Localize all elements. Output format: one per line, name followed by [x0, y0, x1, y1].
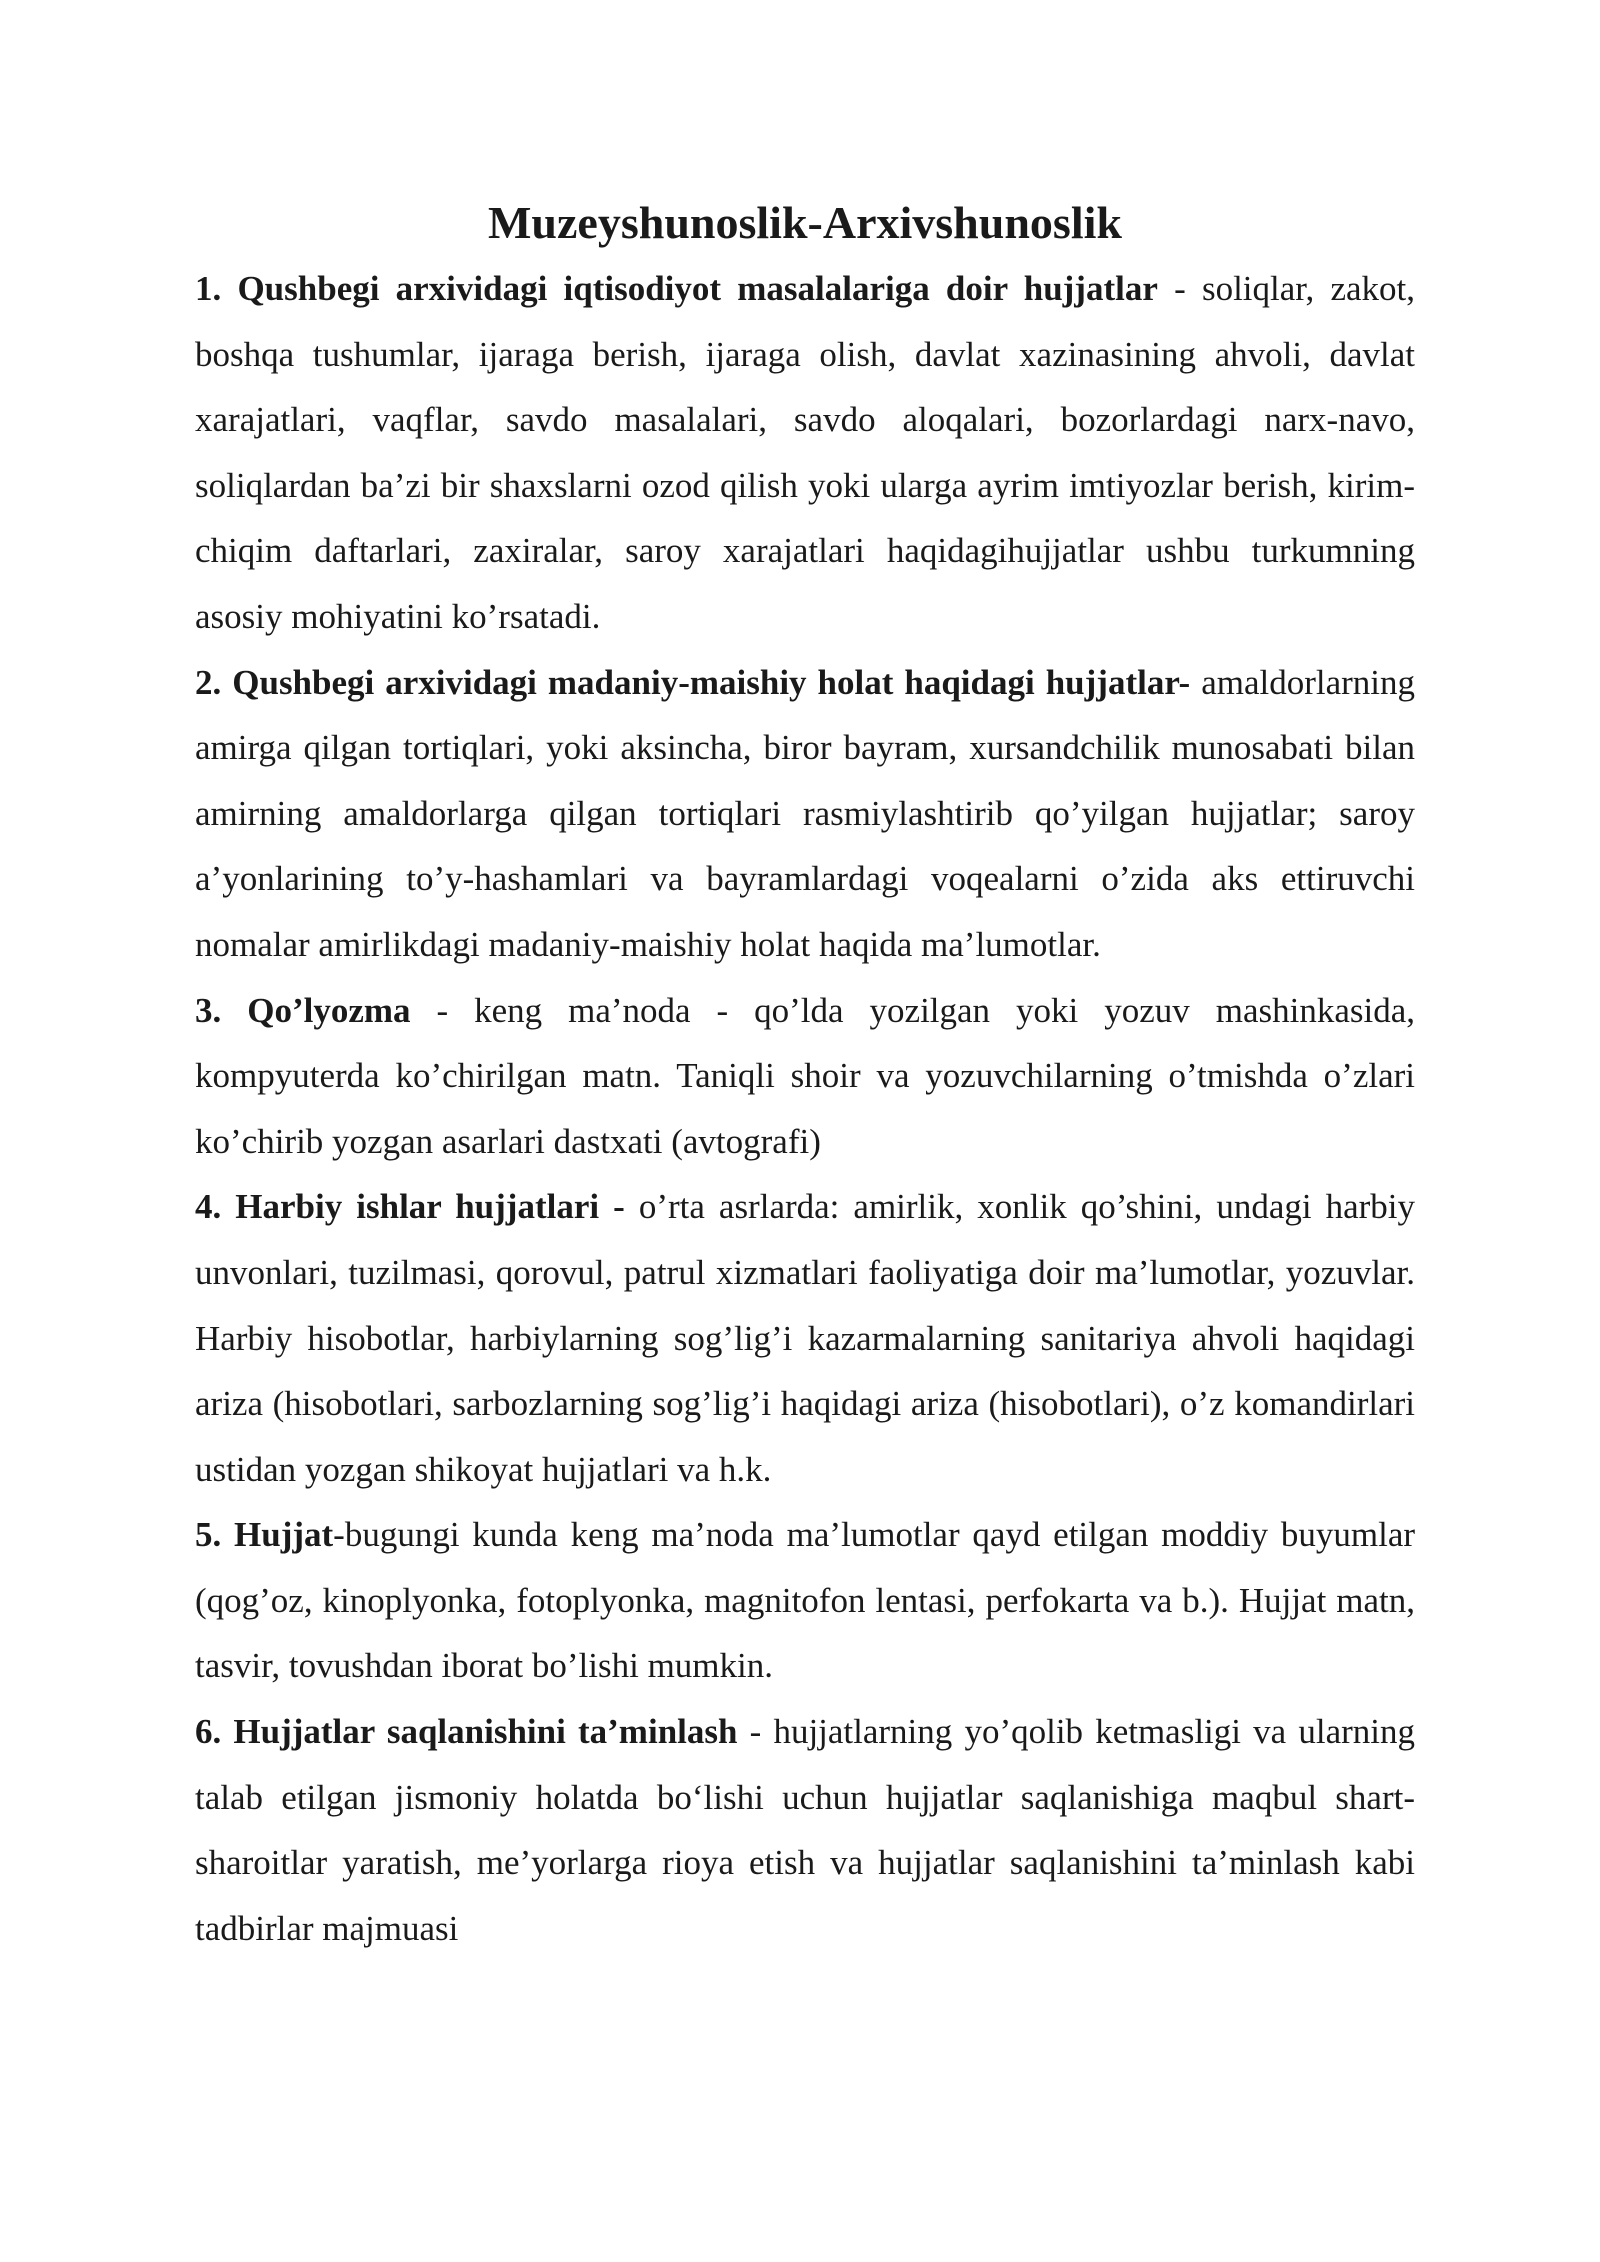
entry-1 — [195, 256, 1415, 650]
entry-number: 3. — [195, 990, 222, 1030]
entry-definition: bugungi kunda keng ma’noda ma’lumotlar qayd etilgan moddiy buyumlar (qog’oz, kinoplyonka, fotoplyonka, magnitofon lentasi, perfokarta va b.). Hujjat matn, tasvir, tovushdan iborat bo’lishi mumkin. — [195, 1515, 1416, 1686]
entry-definition: hujjatlarning yo’qolib ketmasligi va ularning talab etilgan jismoniy holatda bo‘lishi uchun hujjatlar saqlanishiga maqbul shart-sharoitlar yaratish, me’yorlarga rioya etish va hujjatlar saqlanishini ta’minlash kabi tadbirlar majmuasi — [195, 1712, 1415, 1948]
entry-separator: - — [410, 990, 475, 1030]
entry-number: 6. — [195, 1712, 222, 1752]
entry-5 — [195, 1502, 1415, 1699]
entry-2 — [195, 650, 1415, 978]
document-page — [195, 190, 1415, 1961]
entry-4 — [195, 1174, 1415, 1502]
entry-definition: amaldorlarning amirga qilgan tortiqlari, yoki aksincha, biror bayram, xursandchilik munosabati bilan amirning amaldorlarga qilgan tortiqlari rasmiylashtirib qo’yilgan hujjatlar; saroy a’yonlarining to’y-hashamlari va bayramlardagi voqealarni o’zida aks ettiruvchi nomalar amirlikdagi madaniy-maishiy holat haqida ma’lumotlar. — [195, 662, 1416, 964]
entry-number: 1. — [195, 269, 222, 308]
entry-separator: - — [599, 1187, 639, 1227]
entry-term: Hujjatlar saqlanishini ta’minlash — [233, 1712, 738, 1752]
entry-term: Qo’lyozma — [247, 990, 411, 1030]
entry-separator: - — [333, 1515, 345, 1555]
entry-term: Hujjat — [234, 1515, 334, 1555]
entry-term: Qushbegi arxividagi madaniy-maishiy holat haqidagi hujjatlar- — [232, 662, 1191, 702]
entry-definition: o’rta asrlarda: amirlik, xonlik qo’shini, undagi harbiy unvonlari, tuzilmasi, qorovul, patrul xizmatlari faoliyatiga doir ma’lumotlar, yozuvlar. Harbiy hisobotlar, harbiylarning sog’lig’i kazarmalarning sanitariya ahvoli haqidagi ariza (hisobotlari, sarbozlarning sog’lig’i haqidagi ariza (hisobotlari), o’z komandirlari ustidan yozgan shikoyat hujjatlari va h.k. — [195, 1187, 1416, 1489]
entry-term: Harbiy ishlar hujjatlari — [235, 1187, 600, 1227]
entry-number: 5. — [195, 1515, 222, 1555]
entry-6 — [195, 1699, 1415, 1961]
entry-number: 4. — [195, 1187, 222, 1227]
entry-definition: keng ma’noda - qo’lda yozilgan yoki yozuv mashinkasida, kompyuterda ko’chirilgan matn. Taniqli shoir va yozuvchilarning o’tmishda o’zlari ko’chirib yozgan asarlari dastxati (avtografi) — [195, 990, 1415, 1161]
entry-3 — [195, 978, 1415, 1175]
entry-separator: - — [1157, 269, 1202, 308]
entry-number: 2. — [195, 662, 222, 702]
entry-term: Qushbegi arxividagi iqtisodiyot masalalariga doir hujjatlar — [237, 269, 1158, 308]
document-title: Muzeyshunoslik-Arxivshunoslik — [488, 197, 1122, 248]
entry-separator: - — [737, 1712, 774, 1752]
entry-definition: soliqlar, zakot, boshqa tushumlar, ijaraga berish, ijaraga olish, davlat xazinasining ahvoli, davlat xarajatlari, vaqflar, savdo masalalari, savdo aloqalari, bozorlardagi narx-navo, soliqlardan ba’zi bir shaxslarni ozod qilish yoki ularga ayrim imtiyozlar berish, kirim-chiqim daftarlari, zaxiralar, saroy xarajatlari haqidagihujjatlar ushbu turkumning asosiy mohiyatini ko’rsatadi. — [195, 269, 1416, 636]
